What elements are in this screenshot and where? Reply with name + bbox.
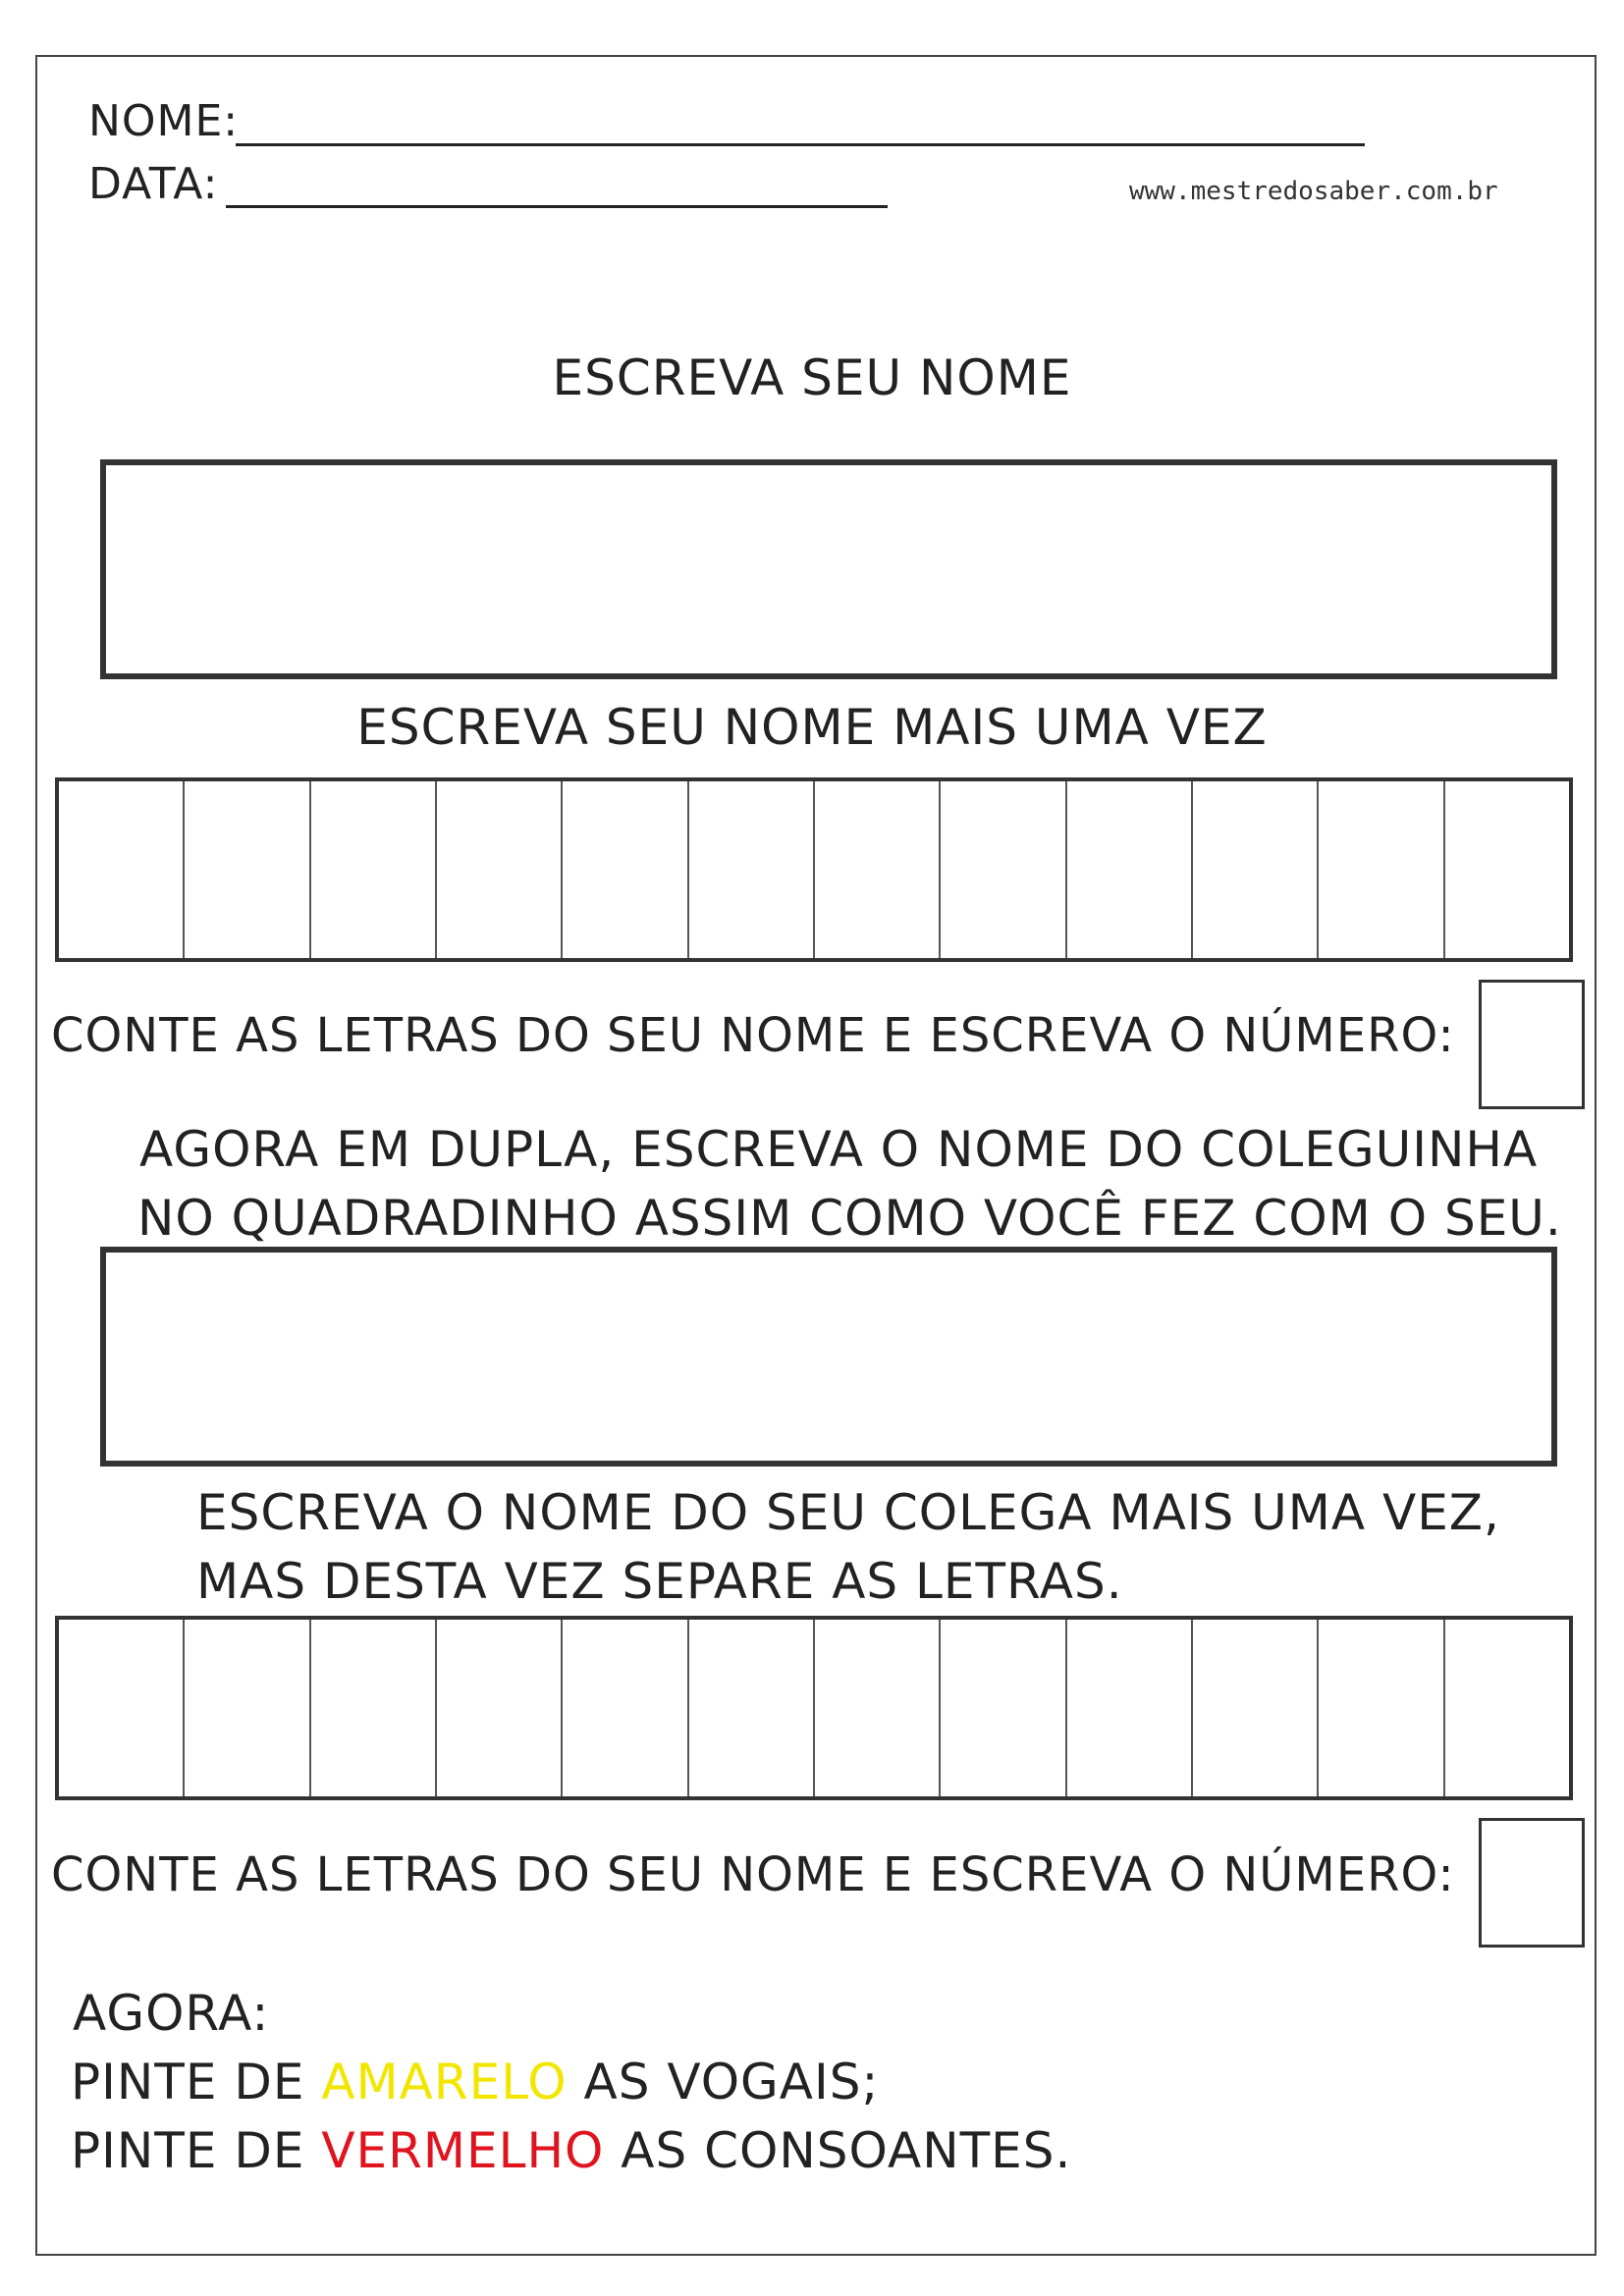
consonants-prefix: PINTE DE (71, 2122, 322, 2179)
name-writing-box[interactable] (100, 459, 1557, 679)
pair-instruction-line2: NO QUADRADINHO ASSIM COMO VOCÊ FEZ COM O SEU. (137, 1190, 1562, 1247)
letter-cell[interactable] (185, 781, 310, 958)
classmate-again-line1: ESCREVA O NOME DO SEU COLEGA MAIS UMA VEZ, (196, 1484, 1500, 1541)
letter-cell[interactable] (59, 781, 185, 958)
classmate-letter-grid (55, 1616, 1573, 1800)
count-letters-text-2: CONTE AS LETRAS DO SEU NOME E ESCREVA O NÚMERO: (51, 1847, 1455, 1902)
letter-cell[interactable] (941, 1620, 1066, 1796)
letter-cell[interactable] (59, 1620, 185, 1796)
name-letter-grid (55, 777, 1573, 962)
letter-cell[interactable] (311, 781, 437, 958)
red-word: VERMELHO (321, 2122, 605, 2179)
name-label: NOME: (88, 96, 240, 146)
letter-cell[interactable] (437, 1620, 563, 1796)
website-url: www.mestredosaber.com.br (1129, 177, 1498, 206)
count-letters-text: CONTE AS LETRAS DO SEU NOME E ESCREVA O NÚMERO: (51, 1008, 1455, 1063)
consonants-suffix: AS CONSOANTES. (604, 2122, 1072, 2179)
vowels-suffix: AS VOGAIS; (567, 2054, 880, 2110)
date-label: DATA: (88, 159, 219, 209)
letter-cell[interactable] (1445, 1620, 1569, 1796)
letter-cell[interactable] (311, 1620, 437, 1796)
letter-cell[interactable] (185, 1620, 310, 1796)
classmate-name-box[interactable] (100, 1247, 1557, 1467)
name-field-line[interactable] (236, 143, 1365, 146)
letter-cell[interactable] (437, 781, 563, 958)
consonants-instruction (71, 2122, 1071, 2179)
date-field-line[interactable] (226, 205, 888, 208)
letter-count-box-2[interactable] (1479, 1818, 1585, 1948)
classmate-again-line2: MAS DESTA VEZ SEPARE AS LETRAS. (196, 1553, 1123, 1610)
letter-cell[interactable] (1067, 781, 1193, 958)
letter-cell[interactable] (815, 781, 941, 958)
letter-cell[interactable] (815, 1620, 941, 1796)
yellow-word: AMARELO (321, 2054, 568, 2110)
letter-cell[interactable] (941, 781, 1066, 958)
letter-cell[interactable] (563, 1620, 688, 1796)
letter-cell[interactable] (1319, 1620, 1444, 1796)
letter-count-box[interactable] (1479, 980, 1585, 1109)
letter-cell[interactable] (1193, 1620, 1319, 1796)
letter-cell[interactable] (1193, 781, 1319, 958)
agora-label: AGORA: (73, 1985, 270, 2042)
pair-instruction-line1: AGORA EM DUPLA, ESCREVA O NOME DO COLEGUINHA (139, 1121, 1539, 1178)
letter-cell[interactable] (1067, 1620, 1193, 1796)
letter-cell[interactable] (563, 781, 688, 958)
write-name-again-title: ESCREVA SEU NOME MAIS UMA VEZ (356, 699, 1268, 756)
letter-cell[interactable] (1445, 781, 1569, 958)
write-name-title: ESCREVA SEU NOME (552, 349, 1072, 406)
letter-cell[interactable] (1319, 781, 1444, 958)
vowels-prefix: PINTE DE (71, 2054, 322, 2110)
letter-cell[interactable] (689, 781, 815, 958)
vowels-instruction (71, 2054, 879, 2110)
letter-cell[interactable] (689, 1620, 815, 1796)
